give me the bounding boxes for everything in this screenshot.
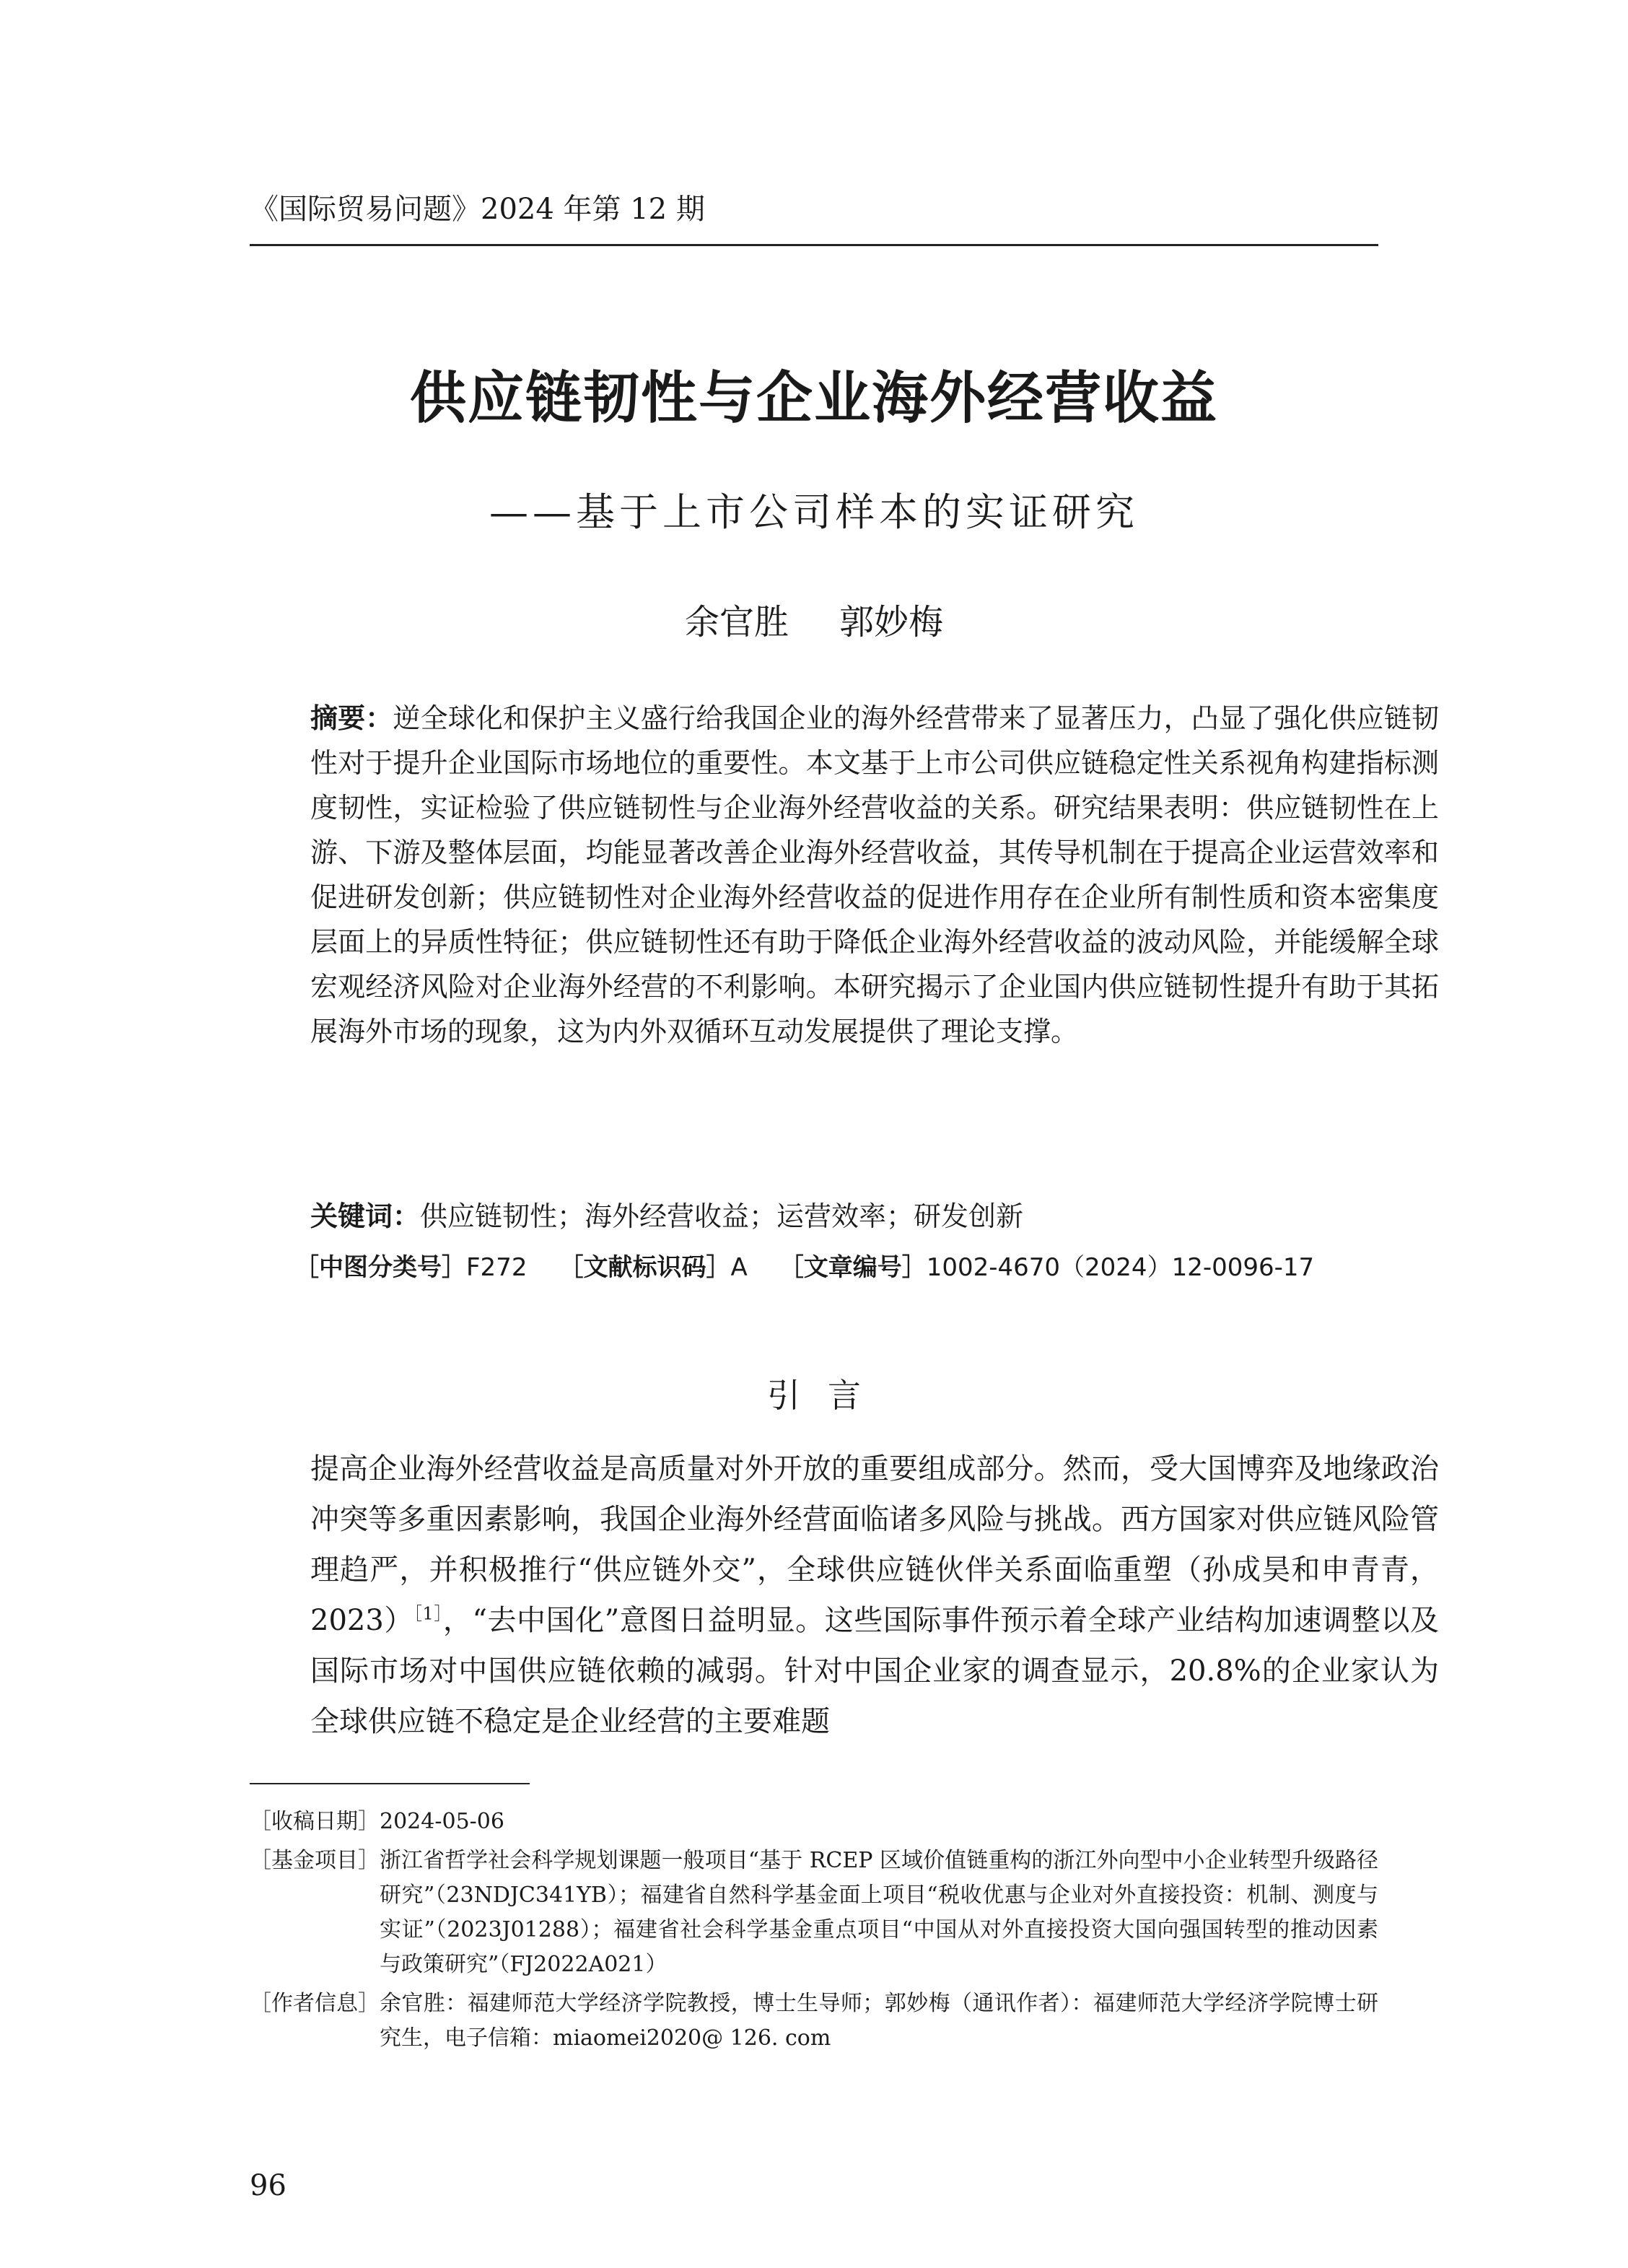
footnote-rule <box>250 1783 530 1784</box>
footnote-text: 2024-05-06 <box>380 1809 504 1834</box>
clc-value: F272 <box>466 1253 528 1282</box>
footnote-text: 余官胜：福建师范大学经济学院教授，博士生导师；郭妙梅（通讯作者）：福建师范大学经济学院博士研究生，电子信箱：miaomei2020@ 126. com <box>380 1991 1378 2051</box>
footnote-author-info <box>250 1986 1378 2056</box>
abstract-label: 摘要： <box>310 702 393 734</box>
abstract-text: 逆全球化和保护主义盛行给我国企业的海外经营带来了显著压力，凸显了强化供应链韧性对于提升企业国际市场地位的重要性。本文基于上市公司供应链稳定性关系视角构建指标测度韧性，实证检验了供应链韧性与企业海外经营收益的关系。研究结果表明：供应链韧性在上游、下游及整体层面，均能显著改善企业海外经营收益，其传导机制在于提高企业运营效率和促进研发创新；供应链韧性对企业海外经营收益的促进作用存在企业所有制性质和资本密集度层面上的异质性特征；供应链韧性还有助于降低企业海外经营收益的波动风险，并能缓解全球宏观经济风险对企业海外经营的不利影响。本研究揭示了企业国内供应链韧性提升有助于其拓展海外市场的现象，这为内外双循环互动发展提供了理论支撑。 <box>310 702 1439 1047</box>
keywords-text: 供应链韧性；海外经营收益；运营效率；研发创新 <box>420 1200 1024 1232</box>
doc-code-label: ［文献标识码］ <box>559 1253 731 1282</box>
footnote-funding <box>250 1844 1378 1982</box>
footnote-label: ［收稿日期］ <box>250 1809 380 1834</box>
keywords <box>310 1194 1378 1239</box>
body-paragraph <box>250 1444 1439 1747</box>
footnote-label: ［作者信息］ <box>250 1991 380 2016</box>
header-rule <box>250 244 1378 246</box>
body-text-part: 提高企业海外经营收益是高质量对外开放的重要组成部分。然而，受大国博弈及地缘政治冲突等多重因素影响，我国企业海外经营面临诸多风险与挑战。西方国家对供应链风险管理趋严，并积极推行“供应链外交”，全球供应链伙伴关系面临重塑（孙成昊和申青青，2023） <box>310 1452 1439 1637</box>
doc-code-value: A <box>730 1253 748 1282</box>
classification-line <box>294 1247 1378 1288</box>
abstract <box>250 696 1439 1054</box>
footnotes <box>250 1805 1378 2060</box>
body-text-part: ，“去中国化”意图日益明显。这些国际事件预示着全球产业结构加速调整以及国际市场对中国供应链依赖的减弱。针对中国企业家的调查显示，20.8%的企业家认为全球供应链不稳定是企业经营的主要难题 <box>310 1604 1439 1738</box>
reference-marker[interactable]: ［1］ <box>413 1603 443 1624</box>
keywords-label: 关键词： <box>310 1200 421 1232</box>
section-title: 引言 <box>767 1376 888 1415</box>
running-head: 《国际贸易问题》2024 年第 12 期 <box>250 193 705 226</box>
article-number-value: 1002-4670（2024）12-0096-17 <box>926 1253 1315 1282</box>
article-number-label: ［文章编号］ <box>779 1253 927 1282</box>
author-list <box>250 598 1378 647</box>
author-name: 郭妙梅 <box>839 602 944 642</box>
footnote-received <box>250 1805 1378 1839</box>
footnote-text: 浙江省哲学社会科学规划课题一般项目“基于 RCEP 区域价值链重构的浙江外向型中小企业转型升级路径研究”（23NDJC341YB）；福建省自然科学基金面上项目“税收优惠与企业对外直接投资：机制、测度与实证”（2023J01288）；福建省社会科学基金重点项目“中国从对外直接投资大国向强国转型的推动因素与政策研究”（FJ2022A021） <box>380 1848 1378 1977</box>
author-name: 余官胜 <box>684 602 789 642</box>
clc-label: ［中图分类号］ <box>294 1253 466 1282</box>
page-number: 96 <box>250 2169 286 2202</box>
article-subtitle: ——基于上市公司样本的实证研究 <box>489 489 1139 535</box>
footnote-label: ［基金项目］ <box>250 1848 380 1873</box>
article-title: 供应链韧性与企业海外经营收益 <box>409 366 1218 431</box>
